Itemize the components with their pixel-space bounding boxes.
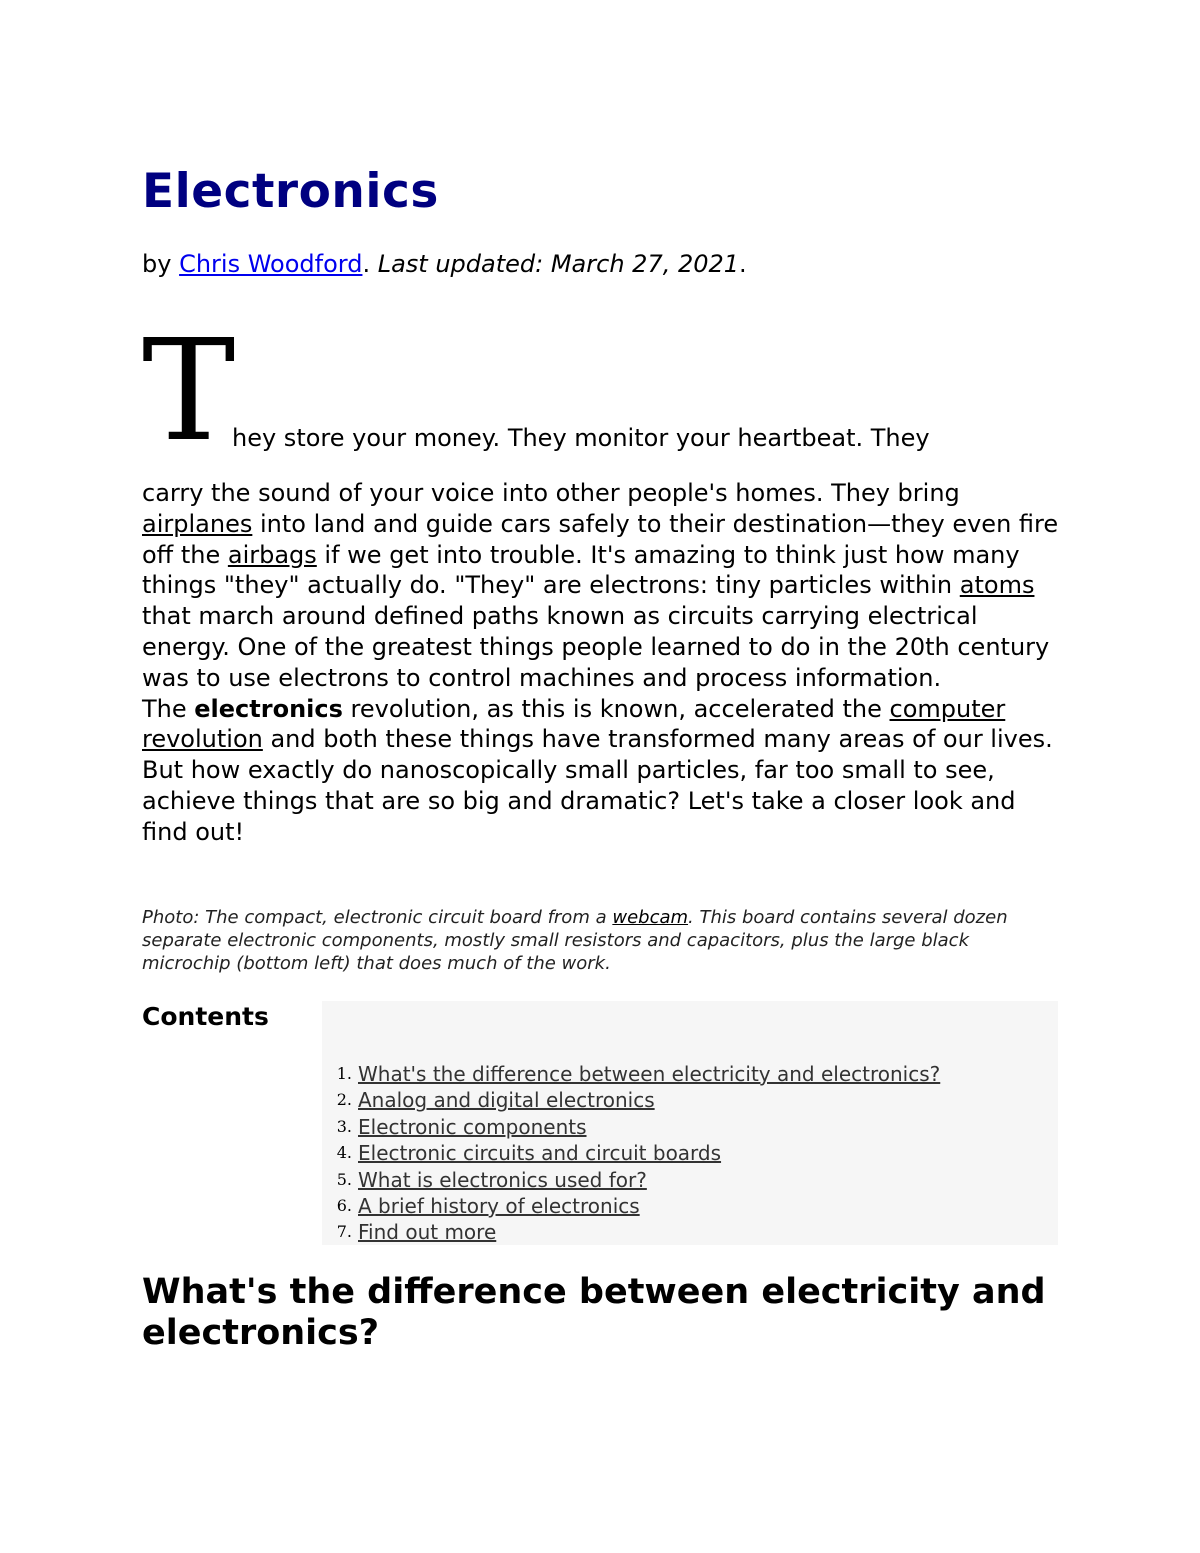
caption-text-1: Photo: The compact, electronic circuit board from a	[142, 907, 613, 928]
toc-item	[322, 1219, 940, 1245]
toc-number: 2.	[336, 1090, 352, 1110]
intro-text-7: and both these things have transformed many areas of our lives. But how exactly do nanoscopically small particles, far too small to see, achieve things that are so big and dramatic? Let's take a closer look and find out!	[142, 725, 1053, 846]
electronics-bold: electronics	[194, 694, 343, 723]
last-updated: Last updated: March 27, 2021	[377, 250, 740, 278]
webcam-link[interactable]: webcam	[612, 907, 689, 928]
section-heading-difference: What's the difference between electricity and electronics?	[142, 1272, 1046, 1353]
byline-end: .	[739, 250, 747, 278]
airplanes-link[interactable]: airplanes	[142, 509, 253, 538]
toc-item	[322, 1167, 940, 1193]
toc-link-history[interactable]: A brief history of electronics	[358, 1193, 640, 1218]
toc-number: 4.	[336, 1143, 352, 1163]
intro-text-6: revolution, as this is known, accelerated the	[342, 694, 890, 723]
toc-link-analog-digital[interactable]: Analog and digital electronics	[358, 1088, 655, 1113]
toc-item	[322, 1140, 940, 1166]
airbags-link[interactable]: airbags	[227, 540, 317, 569]
photo-caption	[142, 906, 1052, 975]
atoms-link[interactable]: atoms	[959, 571, 1035, 600]
toc-link-components[interactable]: Electronic components	[358, 1114, 587, 1139]
toc-number: 6.	[336, 1195, 352, 1215]
intro-text-2: into land and guide cars safely to their destination—they even fire off the	[142, 509, 1059, 569]
toc-number: 3.	[336, 1116, 352, 1136]
byline	[142, 250, 747, 278]
toc-number: 7.	[336, 1222, 352, 1242]
byline-prefix: by	[142, 250, 180, 278]
byline-separator: .	[362, 250, 378, 278]
intro-first-line: hey store your money. They monitor your heartbeat. They	[232, 424, 930, 452]
toc-link-circuits[interactable]: Electronic circuits and circuit boards	[358, 1141, 722, 1166]
toc-link-difference[interactable]: What's the difference between electricity and electronics?	[358, 1062, 941, 1086]
author-link[interactable]: Chris Woodford	[179, 250, 363, 278]
intro-text-4: that march around defined paths known as circuits carrying electrical energy. One of the greatest things people learned to do in the 20th century was to use electrons to control machines and process information.	[142, 602, 1050, 692]
toc-item	[322, 1061, 940, 1087]
toc-item	[322, 1114, 940, 1140]
computer-revolution-link[interactable]: computer revolution	[142, 694, 1006, 754]
drop-cap: T	[142, 310, 236, 473]
caption-text-2: . This board contains several dozen separate electronic components, mostly small resistors and capacitors, plus the large black microchip (bottom left) that does much of the work.	[142, 907, 1008, 974]
toc-item	[322, 1087, 940, 1113]
table-of-contents	[322, 1061, 940, 1246]
toc-number: 1.	[336, 1064, 352, 1083]
toc-link-uses[interactable]: What is electronics used for?	[358, 1167, 647, 1192]
contents-heading: Contents	[142, 1002, 322, 1032]
intro-text-3: if we get into trouble. It's amazing to think just how many things "they" actually do. "They" are electrons: tiny particles within	[142, 540, 1020, 600]
toc-link-find-out-more[interactable]: Find out more	[358, 1220, 497, 1245]
intro-paragraph	[142, 478, 1062, 848]
intro-text-1: carry the sound of your voice into other people's homes. They bring	[142, 479, 960, 507]
intro-text-5: The	[142, 694, 195, 723]
toc-item	[322, 1193, 940, 1219]
page-title: Electronics	[142, 164, 439, 219]
toc-number: 5.	[336, 1169, 352, 1189]
